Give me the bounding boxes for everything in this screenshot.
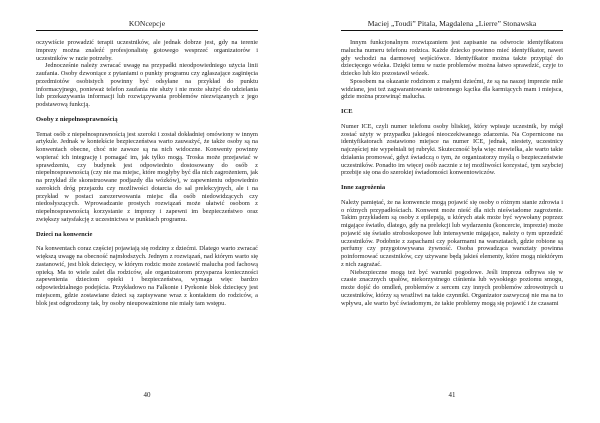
paragraph: Niebezpieczne mogą też być warunki pogodowe. Jeśli impreza odbywa się w czasie znacznych upałów, niekorzystnego ciśnienia lub wysokiego poziomu smogu, może dojść do omdleń, problemów z sercem czy innych problemów zdrowotnych u uczestników, którzy są wrażliwi na takie czynniki. Organizator zazwyczaj nie ma na to wpływu, ale warto być świadomym, że takie problemy mogą się pojawić i że czasami (341, 268, 563, 307)
page-number: 41 (448, 391, 456, 399)
right-page (341, 0, 563, 423)
left-page (36, 0, 258, 423)
header-rule (341, 30, 563, 31)
page-body (36, 39, 258, 307)
page-number: 40 (143, 391, 151, 399)
running-head: KONcepcje (128, 19, 166, 28)
paragraph: Na konwentach coraz częściej pojawiają się rodziny z dziećmi. Dlatego warto zwracać większą uwagę na obecność najmłodszych. Jednym z rozwiązań, nad którym warto się zastanowić, jest blok dziecięcy, w którym rodzic może zostawić malucha pod fachową opieką. Ma to wiele zalet dla rodziców, ale organizatorom przysparza konieczności zapewnienia dzieciom opieki i bezpieczeństwa, wymaga więc bardzo odpowiedzialnego podejścia. Przykładowo na Falkonie i Pyrkonie blok dziecięcy jest miejscem, gdzie zostawiane dzieci są zapisywane wraz z kontaktem do rodziców, a blok jest odgrodzony tak, by osoby nieupoważnione nie miały tam wstępu. (36, 245, 258, 307)
paragraph: Sposobem na okazanie rodzinom z małymi dziećmi, że są na naszej imprezie mile widziane, jest też zagwarantowanie ustronnego kącika dla karmiących mam i miejsca, gdzie można przewinąć malucha. (341, 77, 563, 101)
page-body (341, 39, 563, 307)
section-heading-ice: ICE (341, 108, 353, 115)
paragraph: Jednocześnie należy zwracać uwagę na przypadki nieodpowiedniego użycia linii zaufania. Osoby dzwoniące z pytaniami o punkty programu czy zgłaszające zaginięcia przedmiotów osobistych powinny być odsyłane na przykład do punktu informacyjnego, ponieważ telefon zaufania nie służy i nie może służyć do udzielania lub przekazywania informacji lub rozwiązywania problemów niezwiązanych z jego podstawową funkcją. (36, 62, 258, 108)
paragraph: Numer ICE, czyli numer telefonu osoby bliskiej, który wpisuje uczestnik, by mógł zostać użyty w przypadku jakiegoś nieoczekiwanego zdarzenia. Na Copernicone na identyfikatorach zostawiono miejsce na numer ICE, jednak, niestety, uczestnicy najczęściej nie wypełniali tej rubryki. Skuteczność była więc niewielka, ale warto takie działania promować, gdyż świadczą o tym, że organizatorzy myślą o bezpieczeństwie uczestników. Ponadto im więcej osób zacznie z tej możliwości korzystać, tym szybciej przebije się ona do szerokiej świadomości konwentowiczów. (341, 122, 563, 177)
section-heading-children: Dzieci na konwencie (36, 230, 93, 238)
running-head: Maciej „Toudi” Pitala, Magdalena „Lierre” Stonawska (367, 19, 537, 28)
paragraph: Temat osób z niepełnosprawnością jest szeroki i został dokładniej omówiony w innym artykule. Jednak w kontekście bezpieczeństwa warto zauważyć, że także osoby są na konwentach obecne, choć nie zawsze są na nich widoczne. Konwenty powinny wspierać ich integrację i pomagać im, jak tylko mogą. Troska może przejawiać w sprawdzeniu, czy budynek jest odpowiednio dostosowany do osób z niepełnosprawnością (czy nie ma miejsc, które mogłyby być dla nich zagrożeniem, jak na przykład źle skonstruowane podjazdy dla wózków), w zapewnieniu odpowiednio szerokich dróg przejazdu czy możliwości dotarcia do sal prelekcyjnych, ale i na przykład w postaci zarezerwowania miejsc dla osób niedowidzących czy niedosłyszących. Wprowadzanie prostych rozwiązań może ułatwić osobom z niepełnosprawnością korzystanie z imprezy i zapewni im bezpieczeństwo oraz zwiększy satysfakcję z uczestnictwa w punktach programu. (36, 130, 258, 223)
paragraph: Innym funkcjonalnym rozwiązaniem jest zapisanie na odwrocie identyfikatora malucha numeru telefonu rodzica. Każde dziecko powinno mieć identyfikator, nawet gdy wchodzi na darmowej wejściówce. Identyfikator można także przypiąć do dziecięcego wózka. Dzięki temu w razie problemów można łatwo sprawdzić, czyje to dziecko lub kto pozostawił wózek. (341, 39, 563, 77)
paragraph: Należy pamiętać, że na konwencie mogą pojawić się osoby o różnym stanie zdrowia i o różnych przypadłościach. Konwent może nieść dla nich nieświadome zagrożenie. Takim przykładem są osoby z epilepsją, u których atak może być wywołany poprzez migające światło, dlatego, gdy na prelekcji lub wydarzeniu (koncercie, imprezie) może pojawić się światło stroboskopowe lub intensywnie migające, należy o tym uprzedzić uczestników. Podobnie z zapachami czy pokarmami na warsztatach, gdzie robione są perfumy czy przygotowywana żywność. Osoba prowadząca warsztaty powinna poinformować uczestników, czy używane będą jakieś elementy, które mogą niektórym z nich zagrażać. (341, 198, 563, 268)
header-rule (36, 30, 258, 31)
section-heading-other-hazards: Inne zagrożenia (341, 184, 386, 191)
paragraph: oczywiście prowadzić terapii uczestników, ale jednak dobrze jest, gdy na terenie imprezy można znaleźć profesjonalistę gotowego wesprzeć organizatorów i uczestników w razie potrzeby. (36, 39, 258, 62)
section-heading-disability: Osoby z niepełnosprawnością (36, 115, 118, 123)
